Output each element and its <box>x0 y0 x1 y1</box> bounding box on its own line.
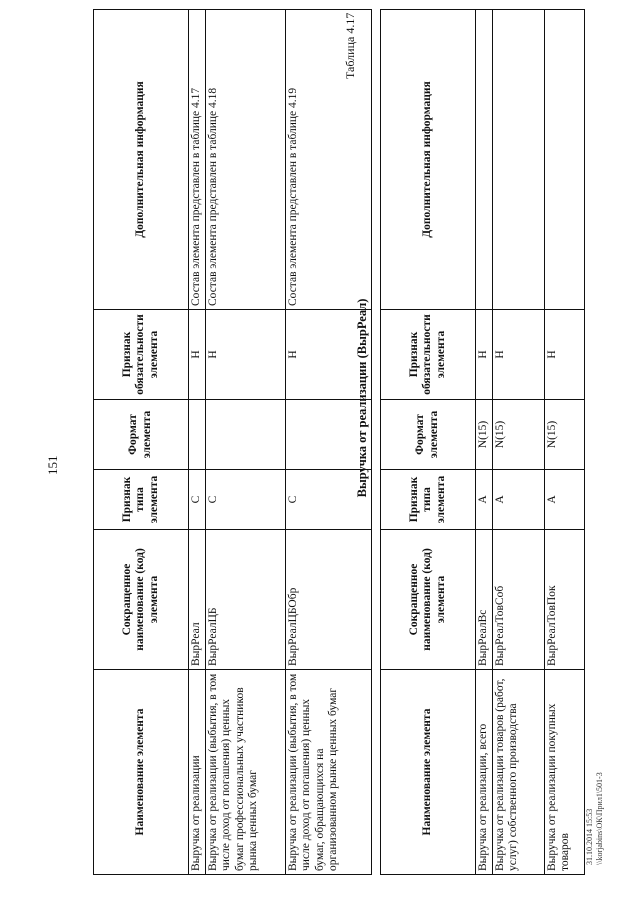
cell-info <box>544 10 584 310</box>
cell-info <box>492 10 544 310</box>
cell-format: N(15) <box>492 400 544 470</box>
table-row <box>189 10 206 875</box>
table-row <box>205 10 285 875</box>
section-heading: Выручка от реализации (ВырРеал) <box>355 298 369 498</box>
elements-table-1 <box>93 9 372 875</box>
table-row <box>544 10 584 875</box>
cell-info: Состав элемента представлен в таблице 4.18 <box>205 10 285 310</box>
cell-type: А <box>476 470 493 530</box>
header-info: Дополнительная информация <box>381 10 476 310</box>
cell-type: А <box>492 470 544 530</box>
cell-name: Выручка от реализации (выбытия, в том числе доход от погашения) ценных бумаг, обращающихся на организованном рынке ценных бумаг <box>285 670 371 875</box>
cell-code: ВырРеалТовПок <box>544 530 584 670</box>
header-name: Наименование элемента <box>381 670 476 875</box>
cell-type: С <box>189 470 206 530</box>
header-type: Признак типа элемента <box>381 470 476 530</box>
cell-format <box>205 400 285 470</box>
file-stamp <box>585 772 605 865</box>
cell-type: С <box>285 470 371 530</box>
stamp-date: 31.10.2014 15:53 <box>585 808 594 865</box>
cell-code: ВырРеалЦБОбр <box>285 530 371 670</box>
table-row <box>476 10 493 875</box>
cell-info: Состав элемента представлен в таблице 4.19 <box>285 10 371 310</box>
cell-type: С <box>205 470 285 530</box>
header-info: Дополнительная информация <box>94 10 189 310</box>
cell-info <box>476 10 493 310</box>
cell-required: Н <box>189 310 206 400</box>
page-number: 151 <box>45 455 60 475</box>
table-caption: Таблица 4.17 <box>343 12 357 79</box>
cell-name: Выручка от реализации товаров (работ, услуг) собственного производства <box>492 670 544 875</box>
cell-name: Выручка от реализации покупных товаров <box>544 670 584 875</box>
cell-type: А <box>544 470 584 530</box>
header-code: Сокращенное наименование (код) элемента <box>381 530 476 670</box>
stamp-path: \\korjabins\ОК\Прил1\501-3 <box>595 772 604 865</box>
cell-name: Выручка от реализации (выбытия, в том числе доход от погашения) ценных бумаг профессиональных участников рынка ценных бумаг <box>205 670 285 875</box>
cell-code: ВырРеалЦБ <box>205 530 285 670</box>
cell-required: Н <box>544 310 584 400</box>
table-header-row <box>94 10 189 875</box>
cell-code: ВырРеалТовСоб <box>492 530 544 670</box>
header-name: Наименование элемента <box>94 670 189 875</box>
header-code: Сокращенное наименование (код) элемента <box>94 530 189 670</box>
table-row <box>492 10 544 875</box>
cell-required: Н <box>476 310 493 400</box>
header-required: Признак обязательности элемента <box>94 310 189 400</box>
cell-code: ВырРеал <box>189 530 206 670</box>
header-format: Формат элемента <box>94 400 189 470</box>
header-type: Признак типа элемента <box>94 470 189 530</box>
elements-table-2 <box>380 9 585 875</box>
table-header-row <box>381 10 476 875</box>
cell-name: Выручка от реализации, всего <box>476 670 493 875</box>
cell-required: Н <box>492 310 544 400</box>
cell-info: Состав элемента представлен в таблице 4.17 <box>189 10 206 310</box>
cell-name: Выручка от реализации <box>189 670 206 875</box>
header-format: Формат элемента <box>381 400 476 470</box>
cell-required: Н <box>205 310 285 400</box>
header-required: Признак обязательности элемента <box>381 310 476 400</box>
cell-code: ВырРеалВс <box>476 530 493 670</box>
cell-format <box>189 400 206 470</box>
cell-required: Н <box>285 310 371 400</box>
cell-format: N(15) <box>476 400 493 470</box>
cell-format: N(15) <box>544 400 584 470</box>
